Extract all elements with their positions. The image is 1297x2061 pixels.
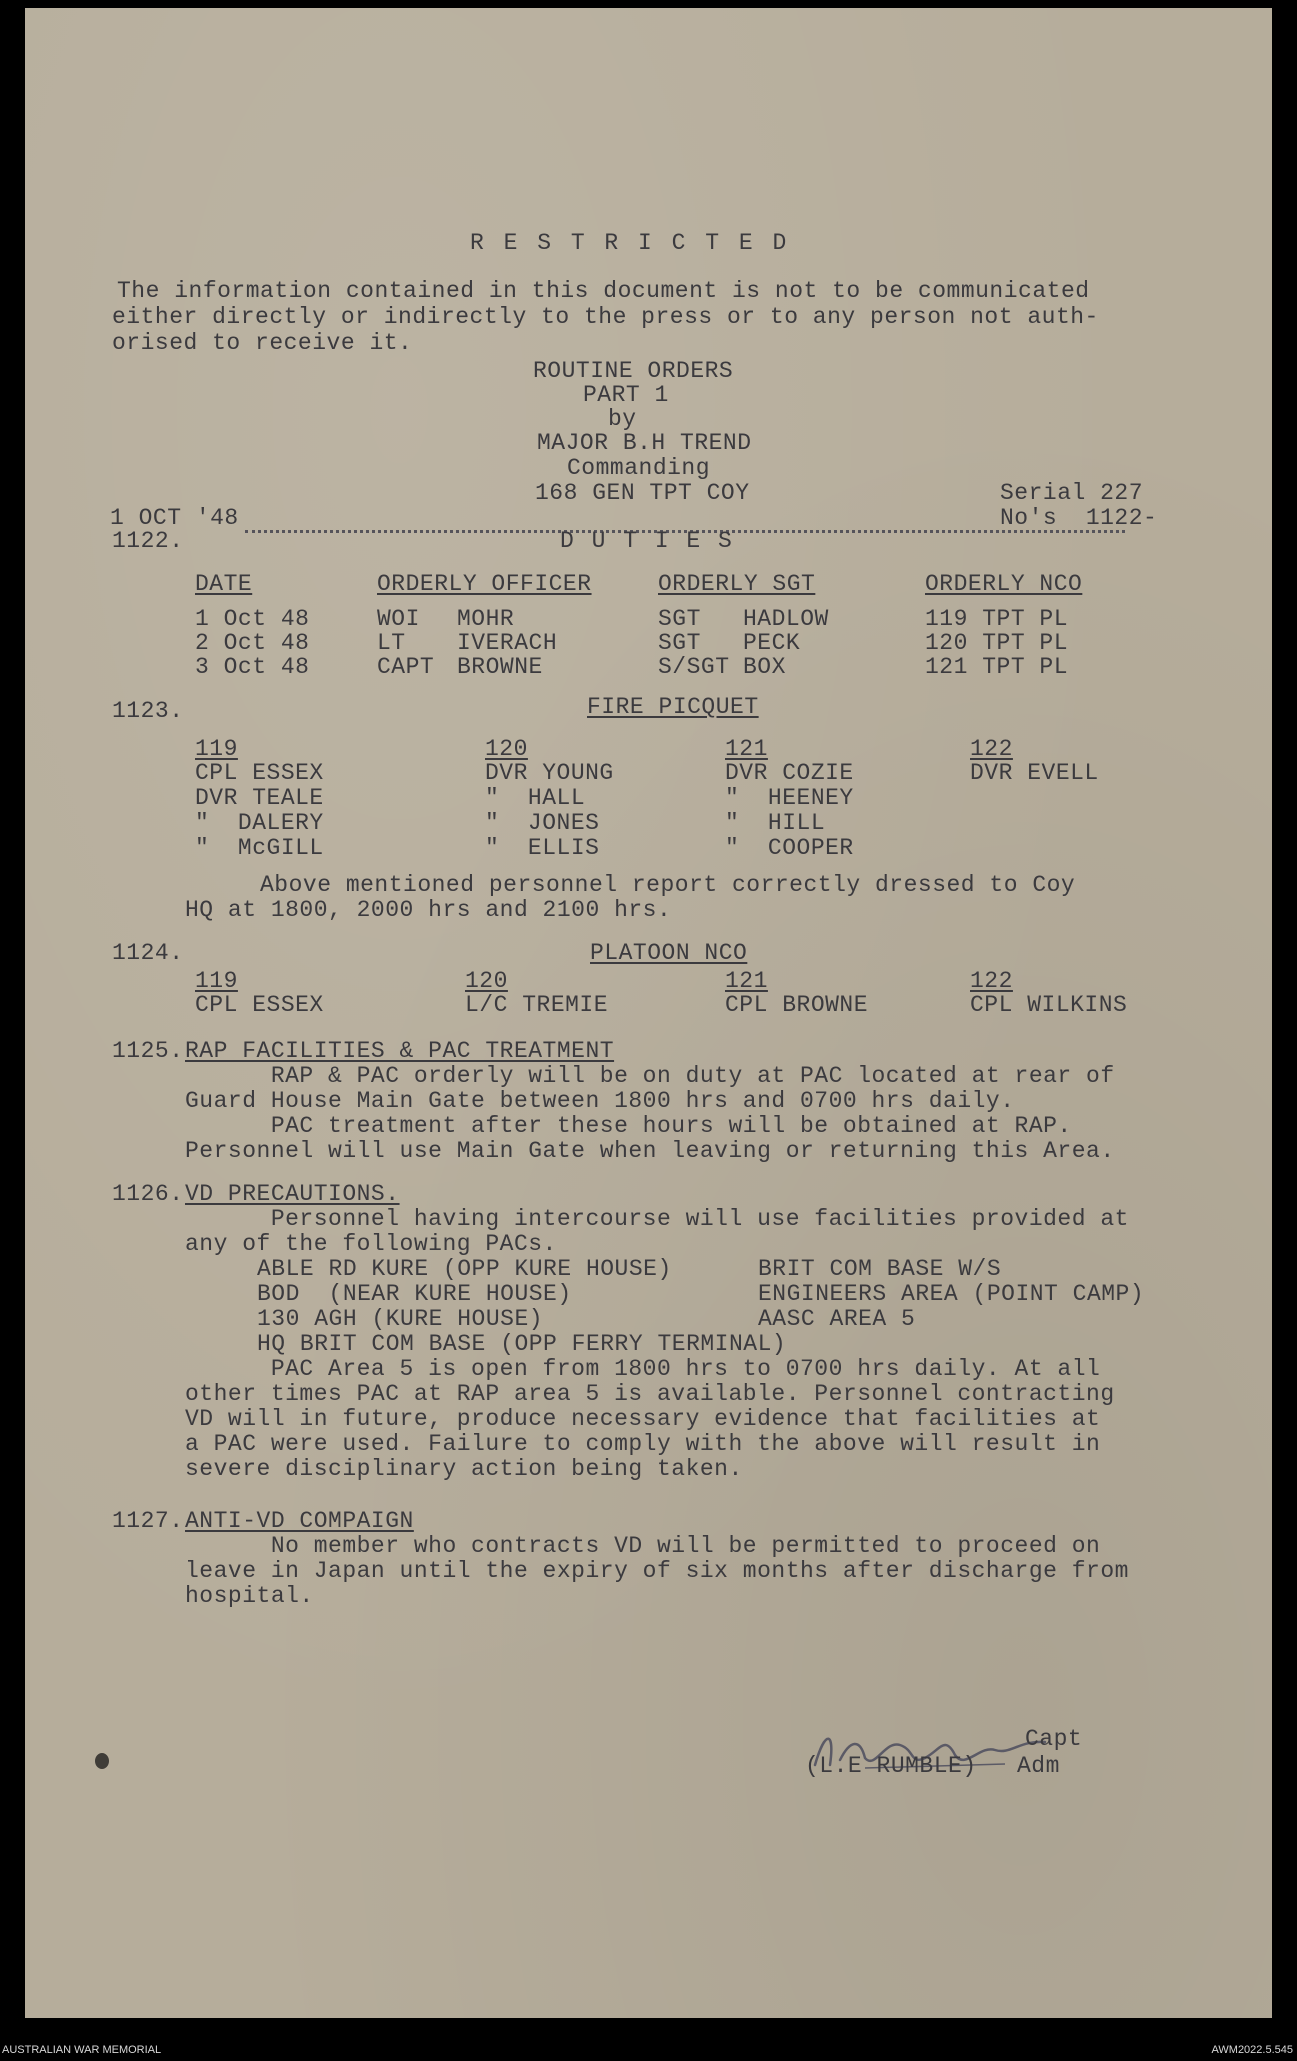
nco-platoon-120: 120 [465, 968, 508, 994]
picquet-120-member-3: " JONES [485, 810, 600, 836]
picquet-121-member-2: " HEENEY [725, 785, 854, 811]
vd-intro-line-2: any of the following PACs. [185, 1231, 557, 1257]
nco-platoon-121: 121 [725, 968, 768, 994]
picquet-119-member-2: DVR TEALE [195, 785, 324, 811]
rap-line-1: RAP & PAC orderly will be on duty at PAC located at rear of [185, 1063, 1115, 1089]
rap-line-3: PAC treatment after these hours will be obtained at RAP. [185, 1113, 1072, 1139]
vd-closing-line-2: other times PAC at RAP area 5 is available. Personnel contracting [185, 1381, 1115, 1407]
order-numbers: No's 1122- [1000, 505, 1158, 531]
section-number-1125: 1125. [112, 1038, 184, 1064]
picquet-platoon-119: 119 [195, 736, 238, 762]
picquet-119-member-4: " McGILL [195, 835, 324, 861]
picquet-120-member-2: " HALL [485, 785, 586, 811]
picquet-121-member-4: " COOPER [725, 835, 854, 861]
rap-line-4: Personnel will use Main Gate when leaving or returning this Area. [185, 1138, 1115, 1164]
title-routine-orders: ROUTINE ORDERS [533, 358, 734, 384]
duty-row-1-sgt-rank: SGT [658, 606, 701, 632]
platoon-nco-heading: PLATOON NCO [590, 940, 748, 966]
pac-location-4: HQ BRIT COM BASE (OPP FERRY TERMINAL) [257, 1331, 787, 1357]
picquet-119-member-1: CPL ESSEX [195, 760, 324, 786]
footer-institution: AUSTRALIAN WAR MEMORIAL [2, 2044, 162, 2056]
picquet-121-member-3: " HILL [725, 810, 826, 836]
picquet-119-member-3: " DALERY [195, 810, 324, 836]
section-number-1123: 1123. [112, 698, 184, 724]
pac-location-3: 130 AGH (KURE HOUSE) [257, 1306, 544, 1332]
duty-row-2-officer-rank: LT [377, 630, 406, 656]
duty-row-3-sgt: BOX [743, 654, 786, 680]
picquet-platoon-121: 121 [725, 736, 768, 762]
section-number-1127: 1127. [112, 1508, 184, 1534]
duties-heading: D U T I E S [560, 528, 734, 554]
section-number-1122: 1122. [112, 528, 184, 554]
section-number-1124: 1124. [112, 940, 184, 966]
nco-platoon-119: 119 [195, 968, 238, 994]
duty-row-3-sgt-rank: S/SGT [658, 654, 730, 680]
nco-121-name: CPL BROWNE [725, 992, 869, 1018]
title-by: by [608, 406, 637, 432]
vd-closing-line-4: a PAC were used. Failure to comply with the above will result in [185, 1431, 1101, 1457]
vd-closing-line-5: severe disciplinary action being taken. [185, 1456, 743, 1482]
duties-col-sgt: ORDERLY SGT [658, 571, 816, 597]
duty-row-2-sgt-rank: SGT [658, 630, 701, 656]
signatory-name: (L.E RUMBLE) [805, 1753, 977, 1779]
duty-row-2-date: 2 Oct 48 [195, 630, 310, 656]
duty-row-2-sgt: PECK [743, 630, 801, 656]
nco-platoon-122: 122 [970, 968, 1013, 994]
duty-row-3-officer: BROWNE [457, 654, 543, 680]
anti-vd-line-3: hospital. [185, 1583, 314, 1609]
document-page [25, 8, 1272, 2018]
duty-row-1-date: 1 Oct 48 [195, 606, 310, 632]
punch-hole [95, 1753, 109, 1769]
order-date: 1 OCT '48 [110, 505, 239, 531]
rap-line-2: Guard House Main Gate between 1800 hrs and 0700 hrs daily. [185, 1088, 1015, 1114]
duties-col-officer: ORDERLY OFFICER [377, 571, 592, 597]
pac-location-2: BOD (NEAR KURE HOUSE) [257, 1281, 572, 1307]
section-number-1126: 1126. [112, 1181, 184, 1207]
vd-closing-line-1: PAC Area 5 is open from 1800 hrs to 0700 hrs daily. At all [185, 1356, 1101, 1382]
picquet-note-line-2: HQ at 1800, 2000 hrs and 2100 hrs. [185, 897, 672, 923]
nco-119-name: CPL ESSEX [195, 992, 324, 1018]
picquet-120-member-4: " ELLIS [485, 835, 600, 861]
anti-vd-line-2: leave in Japan until the expiry of six months after discharge from [185, 1558, 1129, 1584]
fire-picquet-heading: FIRE PICQUET [587, 694, 759, 720]
title-part: PART 1 [583, 382, 669, 408]
picquet-platoon-120: 120 [485, 736, 528, 762]
pac-location-6: ENGINEERS AREA (POINT CAMP) [758, 1281, 1145, 1307]
duty-row-2-officer: IVERACH [457, 630, 558, 656]
duty-row-1-nco: 119 TPT PL [925, 606, 1069, 632]
serial-number: Serial 227 [1000, 480, 1144, 506]
duties-col-date: DATE [195, 571, 253, 597]
picquet-note-line-1: Above mentioned personnel report correctly dressed to Coy [260, 872, 1076, 898]
anti-vd-line-1: No member who contracts VD will be permitted to proceed on [185, 1533, 1101, 1559]
anti-vd-heading: ANTI-VD COMPAIGN [185, 1508, 414, 1534]
vd-intro-line-1: Personnel having intercourse will use facilities provided at [185, 1206, 1129, 1232]
picquet-122-member-1: DVR EVELL [970, 760, 1099, 786]
title-commanding: Commanding [567, 455, 711, 481]
nco-120-name: L/C TREMIE [465, 992, 609, 1018]
signatory-role: Adm [1017, 1753, 1060, 1779]
duties-col-nco: ORDERLY NCO [925, 571, 1083, 597]
notice-line-1: The information contained in this document is not to be communicated [117, 278, 1090, 304]
picquet-121-member-1: DVR COZIE [725, 760, 854, 786]
nco-122-name: CPL WILKINS [970, 992, 1128, 1018]
pac-location-5: BRIT COM BASE W/S [758, 1256, 1002, 1282]
vd-closing-line-3: VD will in future, produce necessary evidence that facilities at [185, 1406, 1101, 1432]
duty-row-3-officer-rank: CAPT [377, 654, 435, 680]
duty-row-3-date: 3 Oct 48 [195, 654, 310, 680]
duty-row-3-nco: 121 TPT PL [925, 654, 1069, 680]
pac-location-7: AASC AREA 5 [758, 1306, 916, 1332]
classification-heading: R E S T R I C T E D [470, 230, 790, 256]
rap-heading: RAP FACILITIES & PAC TREATMENT [185, 1038, 615, 1064]
pac-location-1: ABLE RD KURE (OPP KURE HOUSE) [257, 1256, 672, 1282]
picquet-platoon-122: 122 [970, 736, 1013, 762]
vd-heading: VD PRECAUTIONS. [185, 1181, 400, 1207]
duty-row-1-officer: MOHR [457, 606, 515, 632]
title-unit: 168 GEN TPT COY [535, 480, 750, 506]
notice-line-2: either directly or indirectly to the press or to any person not auth- [112, 304, 1099, 330]
title-commander: MAJOR B.H TREND [537, 430, 752, 456]
duty-row-2-nco: 120 TPT PL [925, 630, 1069, 656]
notice-line-3: orised to receive it. [112, 330, 413, 356]
duty-row-1-sgt: HADLOW [743, 606, 829, 632]
signatory-rank: Capt [1025, 1726, 1083, 1752]
footer-accession-number: AWM2022.5.545 [1211, 2044, 1293, 2056]
duty-row-1-officer-rank: WOI [377, 606, 420, 632]
picquet-120-member-1: DVR YOUNG [485, 760, 614, 786]
